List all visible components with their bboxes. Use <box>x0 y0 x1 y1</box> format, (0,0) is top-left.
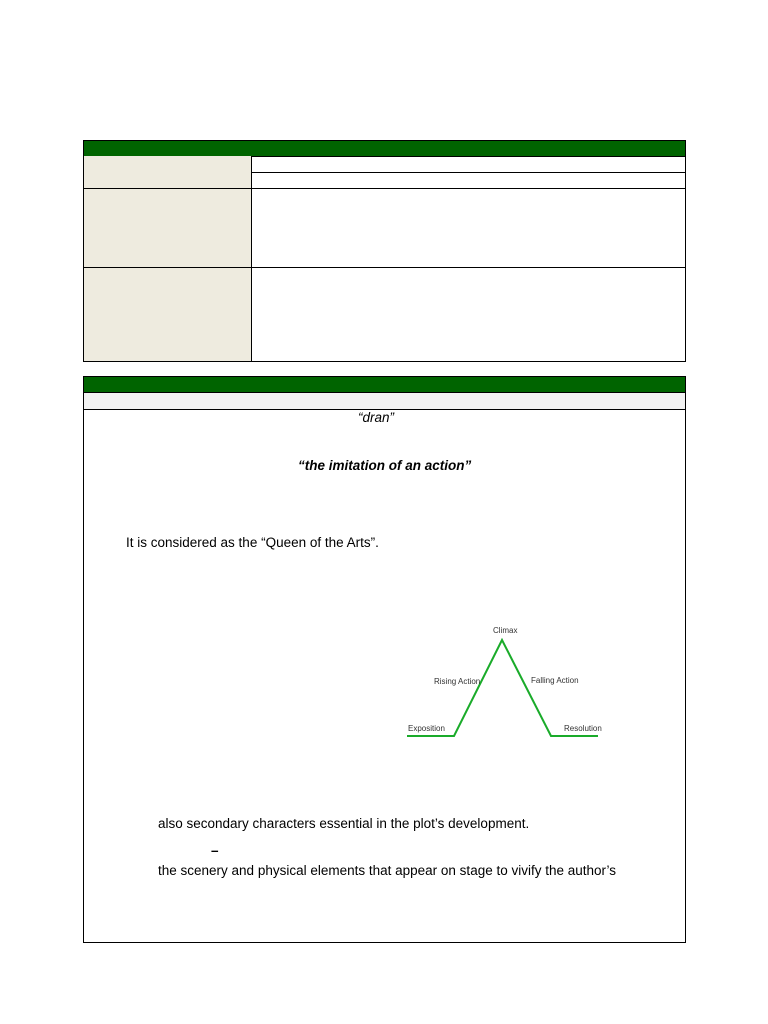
imitation-quote: “the imitation of an action” <box>298 458 472 473</box>
climax-label: Climax <box>493 626 518 635</box>
table2-header-bar <box>83 376 686 393</box>
table1-column-divider <box>251 156 252 361</box>
dran-quote: “dran” <box>358 410 395 425</box>
plot-line <box>407 640 598 736</box>
table1-header-bar <box>83 140 686 157</box>
dash-mark: – <box>211 843 219 858</box>
table1-row-divider <box>84 267 685 268</box>
rising-action-label: Rising Action <box>434 677 481 686</box>
resolution-label: Resolution <box>564 724 602 733</box>
queen-of-arts-line: It is considered as the “Queen of the Arts”. <box>126 535 379 550</box>
secondary-characters-line: also secondary characters essential in the plot’s development. <box>158 816 530 831</box>
exposition-label: Exposition <box>408 724 445 733</box>
table1-frame <box>83 156 686 362</box>
plot-diagram <box>400 618 610 743</box>
table1-row-divider <box>84 188 685 189</box>
falling-action-label: Falling Action <box>531 676 579 685</box>
scenery-line: the scenery and physical elements that appear on stage to vivify the author’s <box>158 863 617 878</box>
table1-row-divider <box>251 172 685 173</box>
